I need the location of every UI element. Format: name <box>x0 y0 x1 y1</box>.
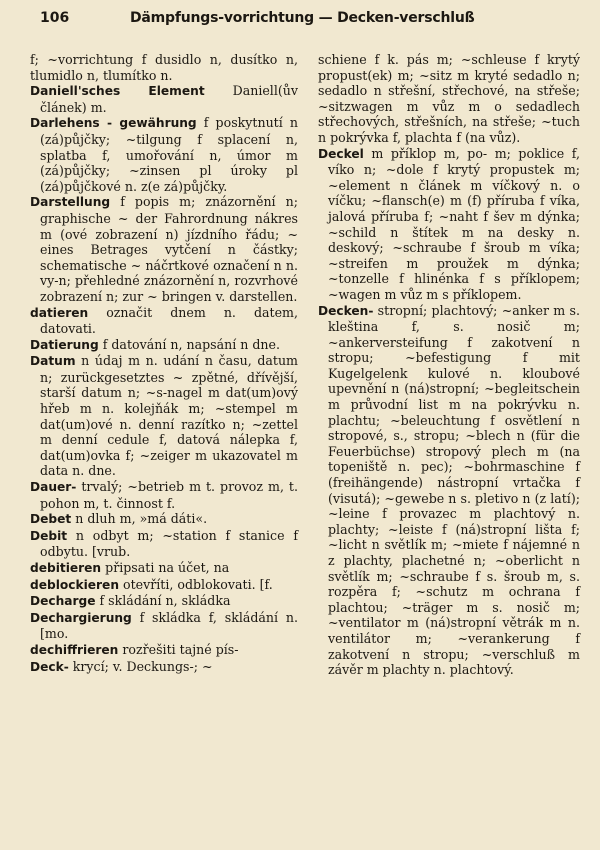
entry-definition: schiene f k. pás m; ~schleuse f krytý propust(ek) m; ~sitz m kryté sedadlo n; sedadlo n střešní, střechové, na střeše; ~sitzwagen m vůz m o sedadlech střechových, střešních, na střeše; ~tuch n pokrývka f, plachta f (na vůz). <box>318 52 580 145</box>
dictionary-entry <box>30 659 298 676</box>
running-head: Dämpfungs-vorrichtung — Decken-verschluß <box>130 10 475 26</box>
entry-definition: f poskytnutí n (zá)půjčky; ~tilgung f splacení n, splatba f, umořování n, úmor m (zá)půjčky; ~zinsen pl úroky pl (zá)půjčkové n. z(e zá)půjčky. <box>40 115 298 194</box>
entry-definition: f; ~vorrichtung f dusidlo n, dusítko n, tlumidlo n, tlumítko n. <box>30 52 298 83</box>
dictionary-entry <box>318 303 580 678</box>
entry-definition: rozřešiti tajné pís- <box>118 641 239 657</box>
entry-definition: f popis m; znázornění n; graphische ~ der Fahrordnung nákres m (ové zobrazení n) jízdního řádu; ~ eines Betrages vytčení n částky; schematische ~ náčrtkové označení n n. vy-n; přehledné znázornění n, rozvrhové zobrazení n; zur ~ bringen v. darstellen. <box>40 194 298 304</box>
page-header <box>0 10 600 30</box>
entry-definition: f skládka f, skládání n. [mo. <box>40 609 298 642</box>
entry-headword: datieren <box>30 305 89 320</box>
dictionary-entry <box>30 305 298 337</box>
dictionary-entry <box>318 146 580 303</box>
right-column <box>318 52 580 678</box>
entry-definition: f datování n, napsání n dne. <box>98 336 281 352</box>
dictionary-entry <box>30 194 298 304</box>
dictionary-entry <box>30 577 298 594</box>
entry-headword: Decharge <box>30 594 96 609</box>
entry-headword: Datum <box>30 354 76 369</box>
dictionary-entry <box>30 337 298 354</box>
entry-headword: Dechargierung <box>30 610 132 625</box>
dictionary-entry <box>30 52 298 83</box>
page-number: 106 <box>40 10 70 26</box>
dictionary-entry <box>30 353 298 479</box>
dictionary-entry <box>30 479 298 511</box>
entry-definition: f skládání n, skládka <box>95 593 231 609</box>
entry-headword: Datierung <box>30 337 99 352</box>
entry-headword: dechiffrieren <box>30 642 119 657</box>
dictionary-entry <box>30 593 298 610</box>
entry-headword: Dauer- <box>30 480 77 495</box>
entry-headword: Debet <box>30 512 72 527</box>
dictionary-entry <box>30 560 298 577</box>
entry-definition: krycí; v. Deckungs-; ~ <box>68 658 213 674</box>
dictionary-entry <box>30 115 298 194</box>
entry-headword: Decken- <box>318 303 374 318</box>
entry-definition: označit dnem n. datem, datovati. <box>40 304 298 337</box>
dictionary-entry <box>30 610 298 642</box>
entry-definition: n dluh m, »má dáti«. <box>71 511 208 527</box>
entry-headword: deblockieren <box>30 577 119 592</box>
entry-definition: n odbyt m; ~station f stanice f odbytu. [vrub. <box>40 527 298 560</box>
entry-headword: Darlehens - gewährung <box>30 116 197 131</box>
entry-definition: Daniell(ův článek) m. <box>40 83 298 115</box>
entry-definition: n údaj m n. udání n času, datum n; zurückgesetztes ~ zpětné, dřívější, starší datum n; ~s-nagel m dat(um)ový hřeb m n. kolejňák m; ~stempel m dat(um)ové n. denní razítko n; ~zettel m denní cedule f, datová nálepka f, dat(um)ovka f; ~zeiger m ukazovatel m data n. dne. <box>40 353 298 479</box>
entry-headword: Debit <box>30 528 68 543</box>
entry-headword: Daniell'sches Element <box>30 84 205 99</box>
dictionary-entry <box>318 52 580 146</box>
entry-headword: Darstellung <box>30 195 111 210</box>
dictionary-entry <box>30 83 298 115</box>
entry-definition: m příklop m, po- m; poklice f, víko n; ~dole f krytý propustek m; ~element n článek m víčkový n. o víčku; ~flansch(e) m (f) příruba f víka, jalová příruba f; ~naht f šev m dýnka; ~schild n štítek m na desky n. deskový; ~schraube f šroub m víka; ~streifen m proužek m dýnka; ~tonzelle f hlinénka f s příklopem; ~wagen m vůz m s příklopem. <box>328 145 580 302</box>
entry-definition: připsati na účet, na <box>101 560 230 575</box>
entry-headword: debitieren <box>30 561 102 575</box>
dictionary-entry <box>30 642 298 659</box>
entry-definition: stropní; plachtový; ~anker m s. kleština f, s. nosič m; ~ankerversteifung f zakotvení n stropu; ~befestigung f mit Kugelgelenk kulové n. kloubové upevnění n (ná)stropní; ~begleitschein m průvodní list m na pokrývku n. plachtu; ~beleuchtung f osvětlení n stropové, s., stropu; ~blech n (für die Feuerbüchse) stropový plech m (na topeniště n. pec); ~bohrmaschine f (freihängende) nástropní vrtačka f (visutá); ~gewebe n s. pletivo n (z latí); ~leine f provazec m plachtový n. plachty; ~leiste f (ná)stropní lišta f; ~licht n světlík m; ~miete f nájemné n z plachty, plachetné n; ~oberlicht n světlík m; ~schraube f s. šroub m, s. rozpěra f; ~schutz m ochrana f plachtou; ~träger m s. nosič m; ~ventilator m (ná)stropní větrák m n. ventilátor m; ~verankerung f zakotvení n stropu; ~verschluß m závěr m plachty n. plachtový. <box>328 302 580 678</box>
dictionary-entry <box>30 528 298 560</box>
dictionary-entry <box>30 511 298 528</box>
entry-headword: Deck- <box>30 659 69 674</box>
entry-headword: Deckel <box>318 146 364 161</box>
entry-definition: trvalý; ~betrieb m t. provoz m, t. pohon m, t. činnost f. <box>40 479 298 511</box>
left-column <box>30 52 298 675</box>
entry-definition: otevříti, odblokovati. [f. <box>119 576 273 592</box>
